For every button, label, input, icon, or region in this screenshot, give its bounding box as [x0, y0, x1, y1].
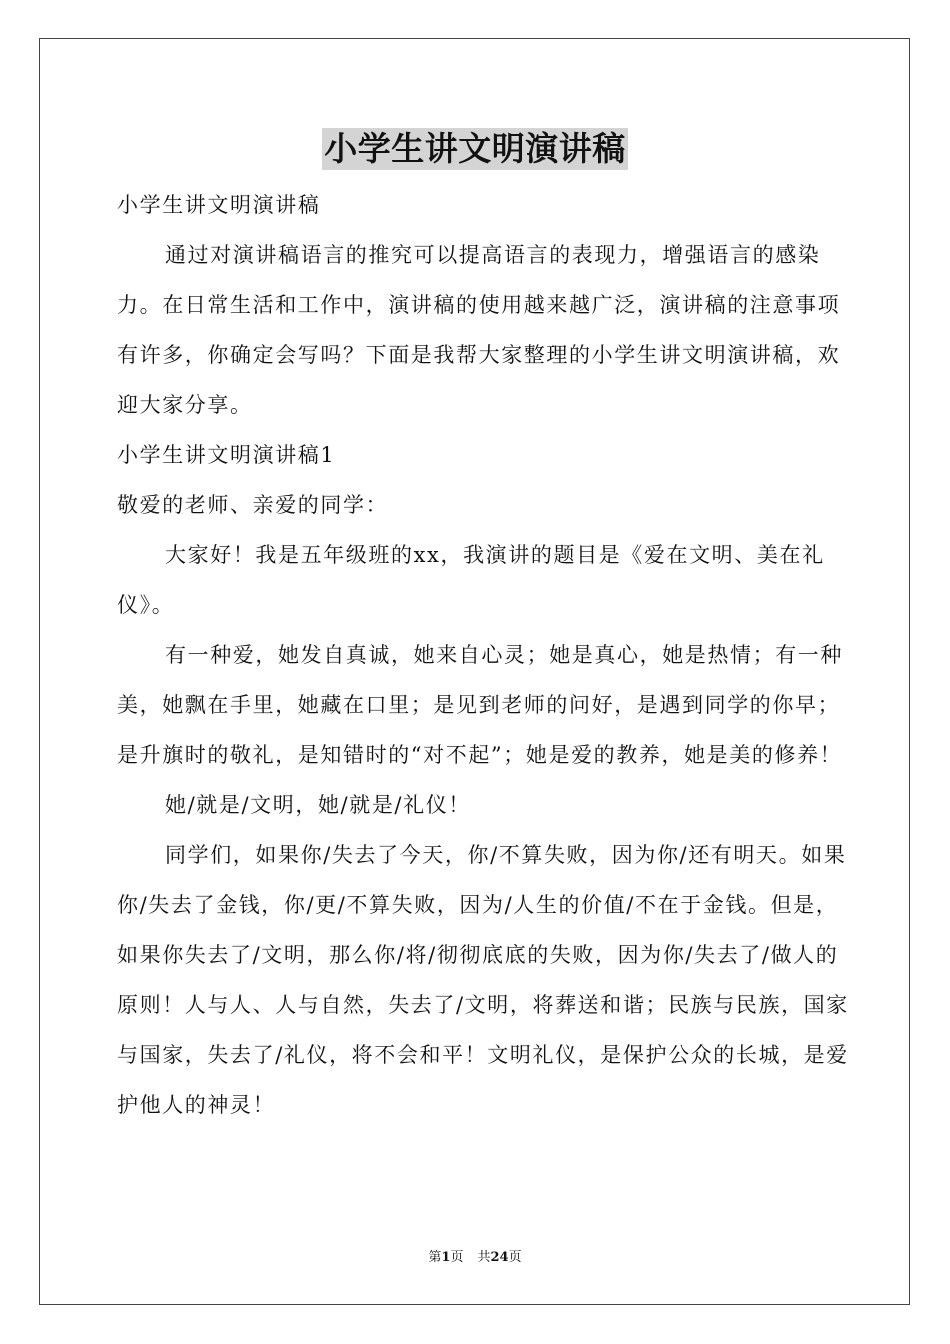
- document-title: 小学生讲文明演讲稿: [324, 129, 626, 168]
- page-number: 1: [441, 1250, 451, 1265]
- title-container: [0, 128, 950, 170]
- paragraph-intro: 通过对演讲稿语言的推究可以提高语言的表现力，增强语言的感染力。在日常生活和工作中，演讲稿的使用越来越广泛，演讲稿的注意事项有许多，你确定会写吗？下面是我帮大家整理的小学生讲文明演讲稿，欢迎大家分享。: [117, 243, 841, 417]
- paragraph-body: 同学们，如果你/失去了今天，你/不算失败，因为你/还有明天。如果你/失去了金钱，你/更/不算失败，因为/人生的价值/不在于金钱。但是，如果你失去了/文明，那么你/将/彻彻底底的失败，因为你/失去了/做人的原则！人与人、人与自然，失去了/文明，将葬送和谐；民族与民族，国家与国家，失去了/礼仪，将不会和平！文明礼仪，是保护公众的长城，是爱护他人的神灵！: [117, 843, 849, 1117]
- document-body: [117, 180, 857, 1130]
- paragraph-section-heading: 小学生讲文明演讲稿1: [117, 443, 336, 467]
- page-footer: [0, 1246, 950, 1265]
- page-prefix: 第: [428, 1250, 442, 1265]
- page-suffix: 页: [450, 1250, 464, 1265]
- total-pages: 24: [490, 1250, 509, 1265]
- paragraph-greeting: 大家好！我是五年级班的xx，我演讲的题目是《爱在文明、美在礼仪》。: [117, 543, 825, 617]
- paragraph-salutation: 敬爱的老师、亲爱的同学：: [117, 493, 389, 517]
- total-suffix: 页: [508, 1250, 522, 1265]
- paragraph-subtitle: 小学生讲文明演讲稿: [117, 193, 321, 217]
- total-prefix: 共: [477, 1250, 491, 1265]
- paragraph-body: 她/就是/文明，她/就是/礼仪！: [165, 793, 471, 817]
- paragraph-body: 有一种爱，她发自真诚，她来自心灵；她是真心，她是热情；有一种美，她飘在手里，她藏在口里；是见到老师的问好，是遇到同学的你早；是升旗时的敬礼，是知错时的“对不起”；她是爱的教养，她是美的修养！: [117, 643, 843, 767]
